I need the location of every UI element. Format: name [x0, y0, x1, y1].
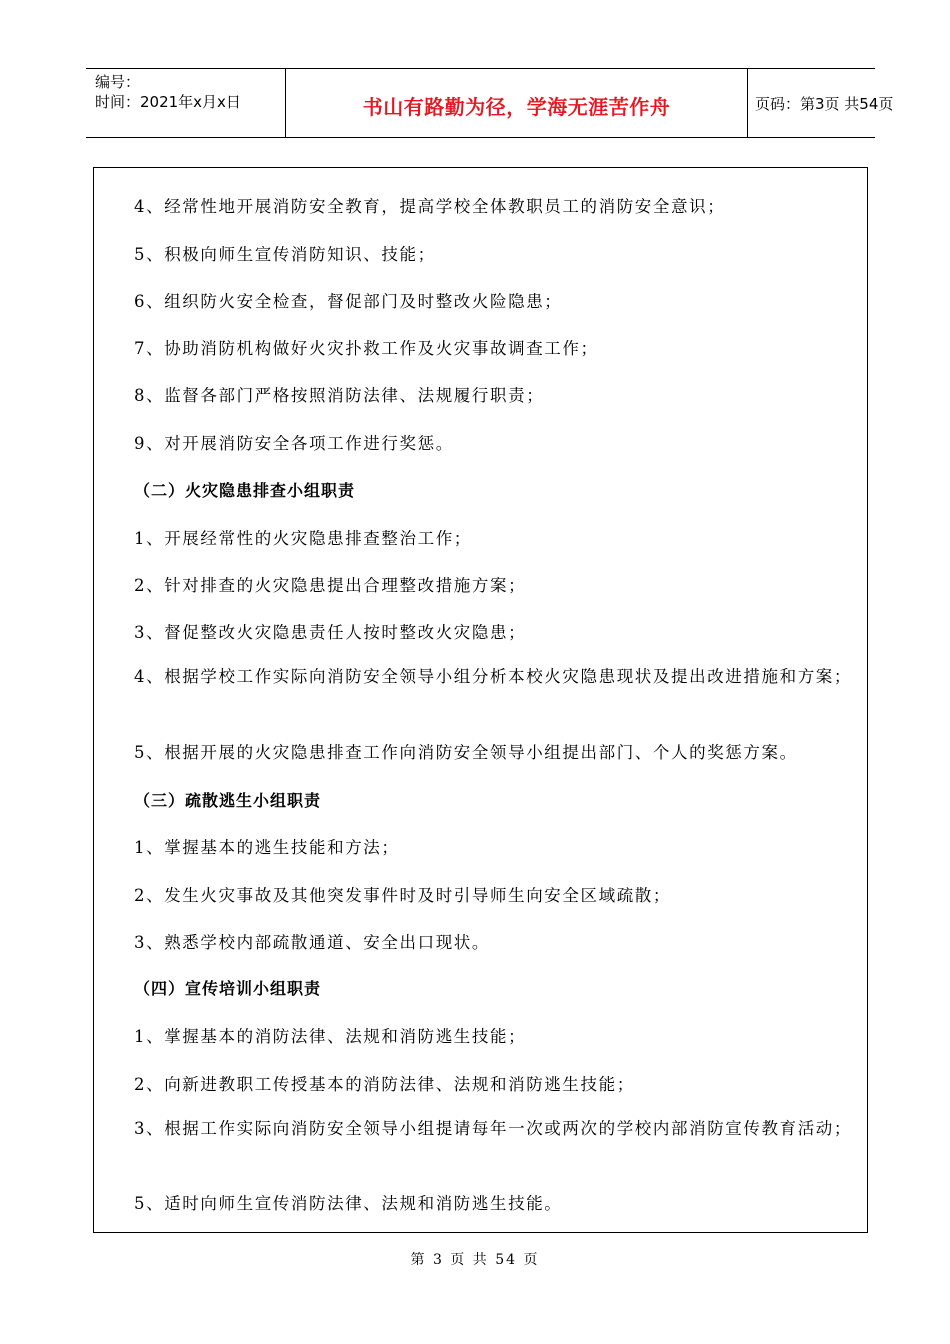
- duty-item: 4、经常性地开展消防安全教育，提高学校全体教职员工的消防安全意识；: [134, 197, 726, 216]
- duty-item: 3、熟悉学校内部疏散通道、安全出口现状。: [134, 933, 490, 952]
- section-heading: （二）火灾隐患排查小组职责: [134, 481, 356, 500]
- document-number-label: 编号：: [95, 73, 141, 91]
- document-header: [86, 68, 894, 138]
- header-motto-cell: [285, 69, 748, 137]
- duty-item: 2、针对排查的火灾隐患提出合理整改措施方案；: [134, 576, 527, 595]
- motto-text: 书山有路勤为径，学海无涯苦作舟: [362, 95, 671, 119]
- section-heading: （三）疏散逃生小组职责: [134, 791, 322, 810]
- duty-item: 5、积极向师生宣传消防知识、技能；: [134, 245, 436, 264]
- section-heading: （四）宣传培训小组职责: [134, 979, 322, 998]
- duty-item: 3、督促整改火灾隐患责任人按时整改火灾隐患；: [134, 623, 527, 642]
- duty-item: 8、监督各部门严格按照消防法律、法规履行职责；: [134, 386, 545, 405]
- content-box: [93, 167, 868, 1233]
- header-page-cell: [747, 69, 894, 137]
- duty-item: 1、开展经常性的火灾隐患排查整治工作；: [134, 529, 472, 548]
- duty-item: 4、根据学校工作实际向消防安全领导小组分析本校火灾隐患现状及提出改进措施和方案；: [134, 667, 852, 686]
- duty-item: 2、向新进教职工传授基本的消防法律、法规和消防逃生技能；: [134, 1075, 635, 1094]
- header-meta-cell: [86, 69, 285, 137]
- page-footer: 第 3 页 共 54 页: [410, 1252, 540, 1268]
- duty-item: 9、对开展消防安全各项工作进行奖惩。: [134, 434, 454, 453]
- header-page-info: 页码：第3页 共54页: [755, 95, 894, 113]
- duty-item: 6、组织防火安全检查，督促部门及时整改火险隐患；: [134, 292, 563, 311]
- duty-item: 2、发生火灾事故及其他突发事件时及时引导师生向安全区域疏散；: [134, 886, 671, 905]
- duty-item: 3、根据工作实际向消防安全领导小组提请每年一次或两次的学校内部消防宣传教育活动；: [134, 1119, 852, 1138]
- duty-item: 7、协助消防机构做好火灾扑救工作及火灾事故调查工作；: [134, 339, 599, 358]
- duty-item: 1、掌握基本的逃生技能和方法；: [134, 838, 400, 857]
- duty-item: 5、根据开展的火灾隐患排查工作向消防安全领导小组提出部门、个人的奖惩方案。: [134, 743, 798, 762]
- duty-item: 1、掌握基本的消防法律、法规和消防逃生技能；: [134, 1027, 527, 1046]
- duty-item: 5、适时向师生宣传消防法律、法规和消防逃生技能。: [134, 1194, 563, 1213]
- document-date-label: 时间：2021年x月x日: [95, 93, 241, 111]
